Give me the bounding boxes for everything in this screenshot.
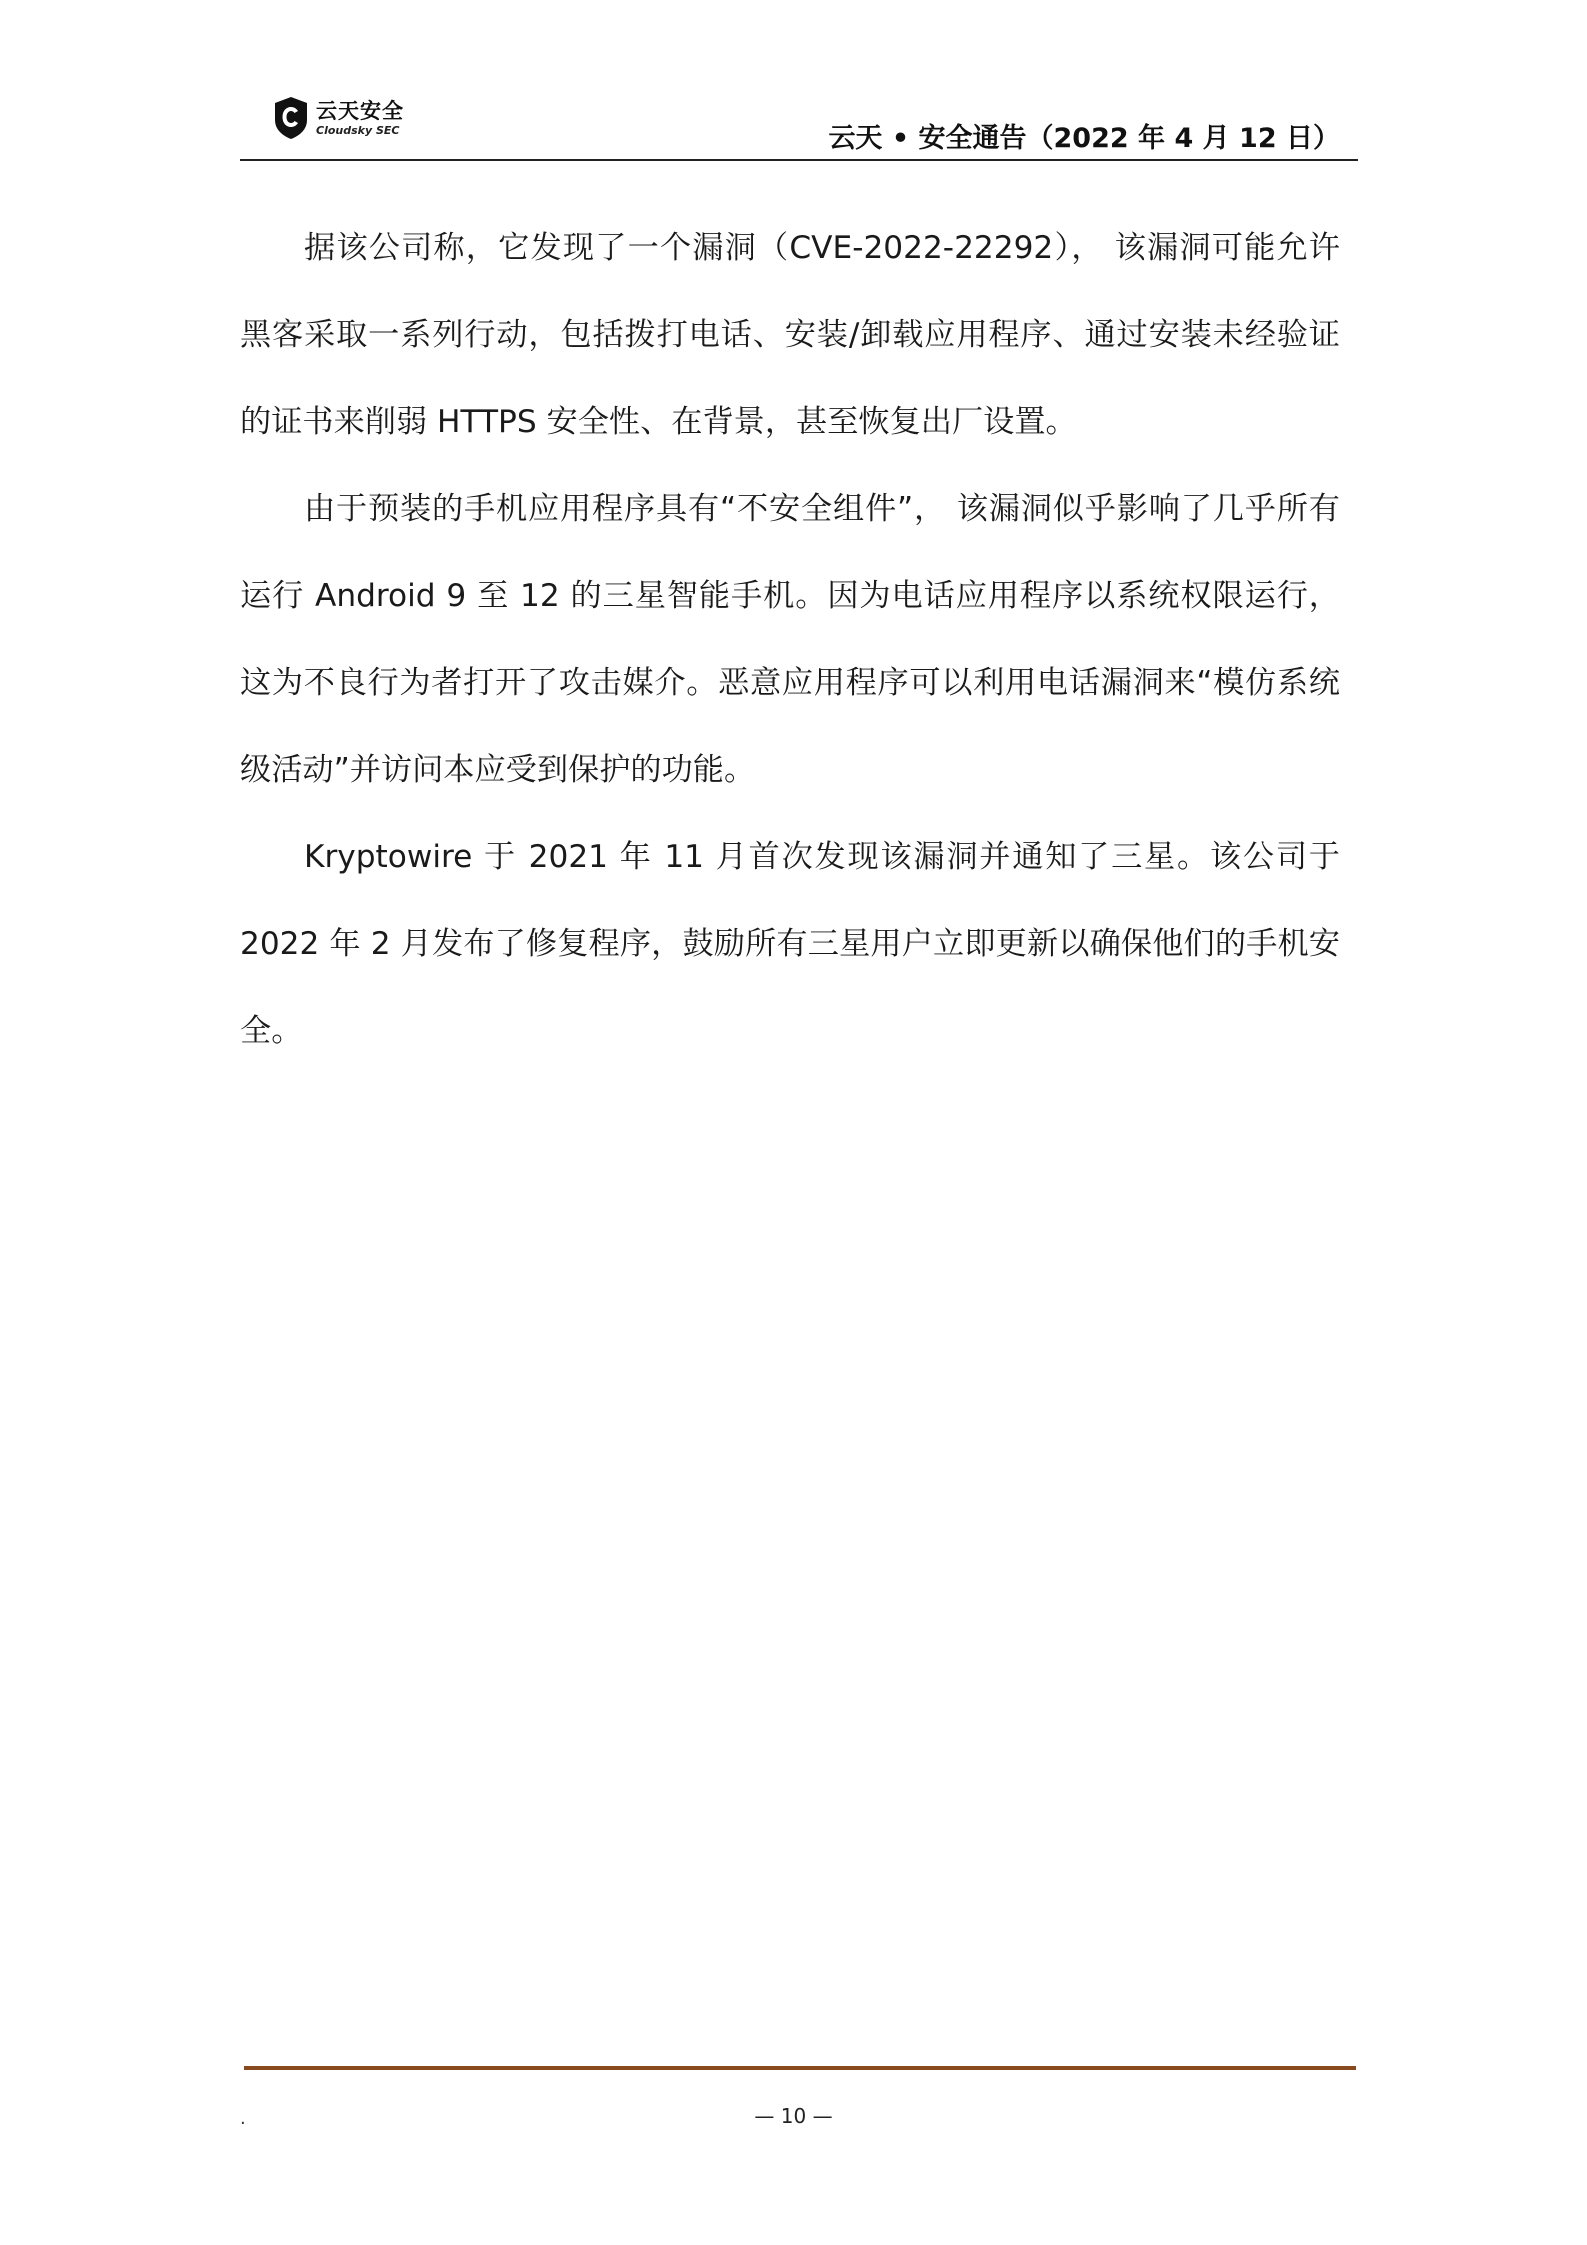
- page-header: [240, 88, 1358, 160]
- paragraph-1: 据该公司称，它发现了一个漏洞（CVE-2022-22292）， 该漏洞可能允许黑客采取一系列行动，包括拨打电话、安装/卸载应用程序、通过安装未经验证的证书来削弱 HTTPS 安全性、在背景，甚至恢复出厂设置。: [240, 230, 1340, 440]
- header-divider: [240, 159, 1358, 161]
- logo-english-name: Cloudsky SEC: [316, 123, 400, 137]
- company-logo: [272, 88, 404, 148]
- footer-mark: .: [240, 2108, 246, 2129]
- paragraph-2: 由于预装的手机应用程序具有“不安全组件”， 该漏洞似乎影响了几乎所有运行 Android 9 至 12 的三星智能手机。因为电话应用程序以系统权限运行，这为不良行为者打开了攻击媒介。恶意应用程序可以利用电话漏洞来“模仿系统级活动”并访问本应受到保护的功能。: [240, 491, 1340, 788]
- bulletin-title: 云天 • 安全通告（2022 年 4 月 12 日）: [828, 123, 1340, 154]
- shield-c-logo-icon: [272, 96, 310, 140]
- paragraph-3: Kryptowire 于 2021 年 11 月首次发现该漏洞并通知了三星。该公司于 2022 年 2 月发布了修复程序，鼓励所有三星用户立即更新以确保他们的手机安全。: [240, 839, 1340, 1049]
- footer-divider: [244, 2066, 1356, 2070]
- document-body: [240, 205, 1340, 1075]
- page-number: — 10 —: [754, 2104, 833, 2128]
- logo-wordmark: [316, 98, 404, 137]
- logo-chinese-name: 云天安全: [316, 98, 404, 123]
